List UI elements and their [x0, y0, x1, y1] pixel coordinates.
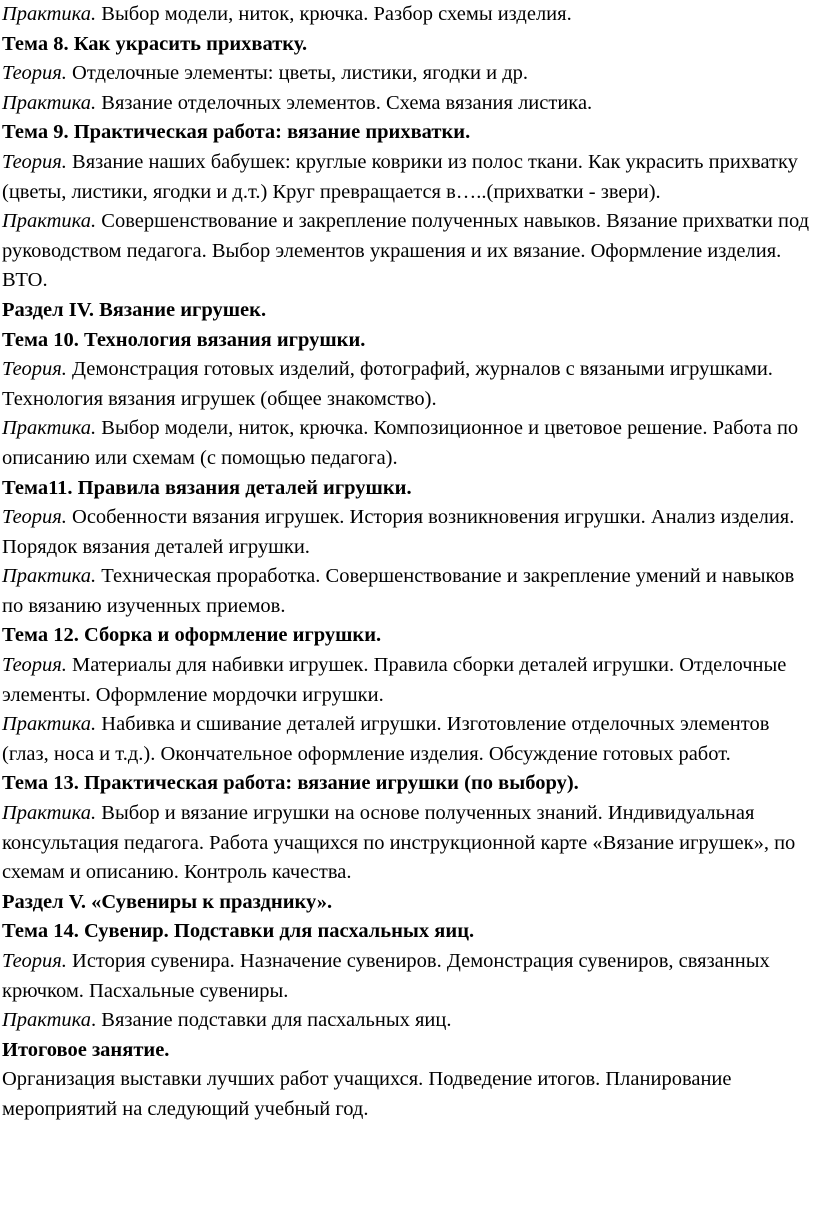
paragraph-text: Набивка и сшивание деталей игрушки. Изготовление отделочных элементов (глаз, носа и т.д.). Окончательное оформление изделия. Обсуждение готовых работ. — [2, 713, 770, 765]
paragraph-text: Демонстрация готовых изделий, фотографий, журналов с вязаными игрушками. Технология вязания игрушек (общее знакомство). — [2, 358, 773, 410]
practice-label: Практика — [2, 1009, 92, 1032]
paragraph-theory-11 — [2, 503, 814, 562]
paragraph-text: Техническая проработка. Совершенствование и закрепление умений и навыков по вязанию изученных приемов. — [2, 565, 795, 617]
paragraph-text: Отделочные элементы: цветы, листики, ягодки и др. — [66, 62, 529, 85]
paragraph-text: Совершенствование и закрепление полученных навыков. Вязание прихватки под руководством педагога. Выбор элементов украшения и их вязание. Оформление изделия. ВТО. — [2, 210, 810, 292]
paragraph-practice-14 — [2, 1006, 814, 1036]
paragraph-theory-8 — [2, 59, 814, 89]
theory-label: Теория. — [2, 62, 67, 85]
topic-8-heading: Тема 8. Как украсить прихватку. — [2, 32, 308, 55]
practice-label: Практика. — [2, 3, 97, 25]
topic-9-heading: Тема 9. Практическая работа: вязание прихватки. — [2, 121, 471, 144]
theory-label: Теория. — [2, 358, 67, 381]
paragraph-text: Вязание наших бабушек: круглые коврики из полос ткани. Как украсить прихватку (цветы, листики, ягодки и д.т.) Круг превращается в…..(прихватки - звери). — [2, 150, 798, 203]
paragraph-text: Выбор и вязание игрушки на основе полученных знаний. Индивидуальная консультация педагога. Работа учащихся по инструкционной карте «Вязание игрушек», по схемам и описанию. Контроль качества. — [2, 802, 796, 884]
paragraph-theory-12 — [2, 651, 814, 710]
topic-12-heading: Тема 12. Сборка и оформление игрушки. — [2, 624, 382, 647]
paragraph-text: История сувенира. Назначение сувениров. Демонстрация сувениров, связанных крючком. Пасхальные сувениры. — [2, 950, 770, 1002]
practice-label: Практика. — [2, 713, 97, 736]
paragraph-practice-9 — [2, 207, 814, 296]
paragraph-theory-9 — [2, 148, 814, 207]
theory-label: Теория. — [2, 506, 67, 529]
topic-11-heading: Тема11. Правила вязания деталей игрушки. — [2, 476, 412, 499]
paragraph-text: Выбор модели, ниток, крючка. Разбор схемы изделия. — [96, 3, 572, 25]
paragraph-text: Выбор модели, ниток, крючка. Композиционное и цветовое решение. Работа по описанию или схемам (с помощью педагога). — [2, 417, 799, 469]
paragraph-practice-13 — [2, 799, 814, 888]
paragraph-theory-10 — [2, 355, 814, 414]
paragraph-practice-1 — [2, 0, 814, 30]
practice-label: Практика. — [2, 210, 97, 233]
document-page — [2, 0, 814, 1125]
theory-label: Теория. — [2, 654, 67, 677]
practice-label: Практика. — [2, 91, 97, 114]
paragraph-text: Организация выставки лучших работ учащихся. Подведение итогов. Планирование мероприятий на следующий учебный год. — [2, 1068, 732, 1120]
practice-label: Практика. — [2, 417, 97, 440]
paragraph-text: Особенности вязания игрушек. История возникновения игрушки. Анализ изделия. Порядок вязания деталей игрушки. — [2, 506, 795, 558]
section-4-heading: Раздел IV. Вязание игрушек. — [2, 298, 267, 321]
paragraph-text: . Вязание подставки для пасхальных яиц. — [91, 1009, 452, 1032]
paragraph-final-lesson — [2, 1065, 814, 1124]
paragraph-text: Вязание отделочных элементов. Схема вязания листика. — [96, 91, 593, 114]
topic-14-heading: Тема 14. Сувенир. Подставки для пасхальных яиц. — [2, 920, 475, 943]
topic-10-heading: Тема 10. Технология вязания игрушки. — [2, 328, 366, 351]
paragraph-practice-11 — [2, 562, 814, 621]
theory-label: Теория. — [2, 150, 67, 173]
topic-13-heading: Тема 13. Практическая работа: вязание игрушки (по выбору). — [2, 772, 579, 795]
paragraph-practice-8 — [2, 89, 814, 119]
section-5-heading: Раздел V. «Сувениры к празднику». — [2, 890, 333, 913]
practice-label: Практика. — [2, 565, 97, 588]
paragraph-practice-10 — [2, 414, 814, 473]
paragraph-theory-14 — [2, 947, 814, 1006]
paragraph-practice-12 — [2, 710, 814, 769]
paragraph-text: Материалы для набивки игрушек. Правила сборки деталей игрушки. Отделочные элементы. Оформление мордочки игрушки. — [2, 654, 787, 706]
practice-label: Практика. — [2, 802, 97, 825]
final-lesson-heading: Итоговое занятие. — [2, 1038, 170, 1061]
theory-label: Теория. — [2, 950, 67, 972]
